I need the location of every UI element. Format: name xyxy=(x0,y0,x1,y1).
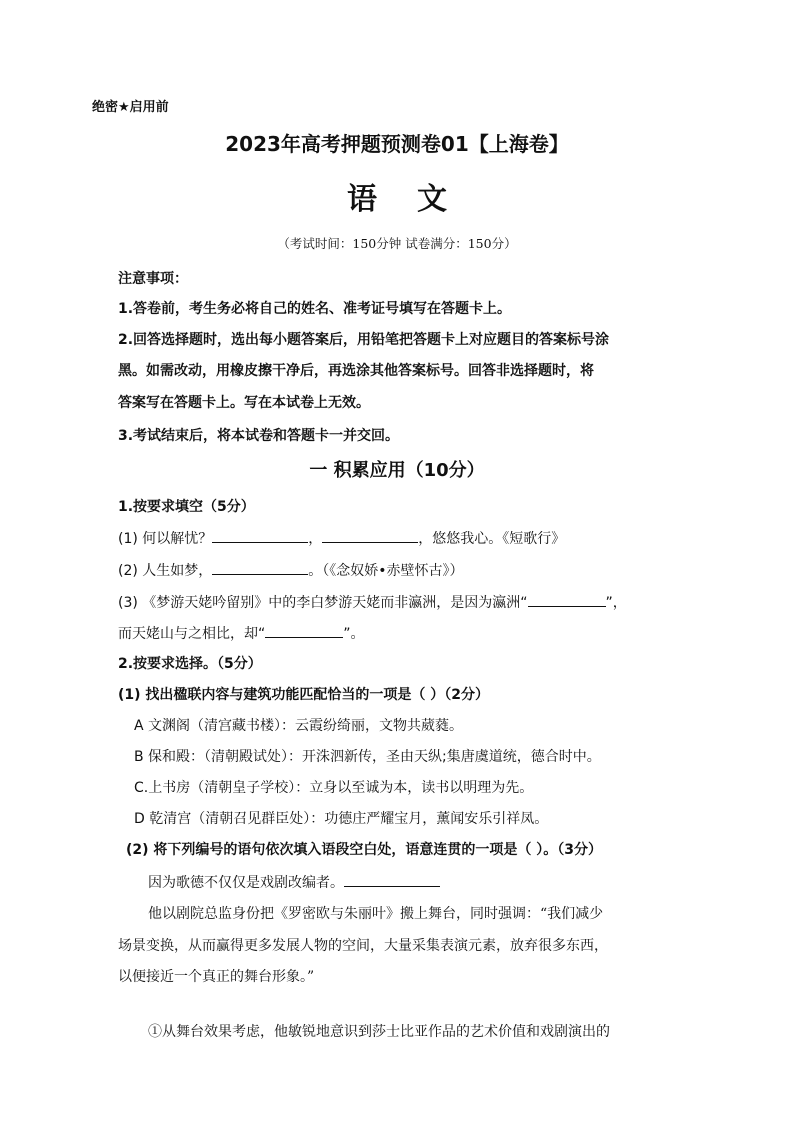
answer-blank xyxy=(212,527,308,543)
q1-sub-2-text-a: (2) 人生如梦， xyxy=(118,563,213,579)
answer-blank xyxy=(322,527,418,543)
answer-blank xyxy=(212,559,308,575)
answer-blank xyxy=(528,591,606,607)
q2-option-c: C.上书房（清朝皇子学校）：立身以至诚为本，读书以明理为先。 xyxy=(134,780,534,796)
notice-item-2-line-1: 2.回答选择题时，选出每小题答案后，用铅笔把答题卡上对应题目的答案标号涂 xyxy=(118,332,610,348)
q1-sub-1-text-c: ，悠悠我心。《短歌行》 xyxy=(418,531,566,547)
exam-title: 2023年高考押题预测卷01【上海卷】 xyxy=(225,132,569,156)
q1-heading: 1.按要求填空（5分） xyxy=(118,499,255,515)
passage-3-line-1: ①从舞台效果考虑，他敏锐地意识到莎士比亚作品的艺术价值和戏剧演出的 xyxy=(148,1024,610,1040)
q1-sub-1-text-b: ， xyxy=(308,531,323,547)
q1-sub-1 xyxy=(118,527,565,548)
q2-option-a: A 文渊阁（清宫藏书楼）：云霞纷绮丽，文物共葳蕤。 xyxy=(134,718,464,734)
notice-heading: 注意事项： xyxy=(118,271,188,287)
passage-2-line-3: 以便接近一个真正的舞台形象。” xyxy=(118,969,315,985)
passage-2-line-2: 场景变换，从而赢得更多发展人物的空间，大量采集表演元素，放弃很多东西， xyxy=(118,938,608,954)
exam-info: （考试时间：150分钟 试卷满分：150分） xyxy=(277,236,517,251)
passage-2-line-1: 他以剧院总监身份把《罗密欧与朱丽叶》搬上舞台，同时强调：“我们减少 xyxy=(148,906,604,922)
q2-sub-1: (1) 找出楹联内容与建筑功能匹配恰当的一项是（ ）（2分） xyxy=(118,687,490,703)
q2-option-b: B 保和殿：（清朝殿试处）：开洙泗新传，圣由天纵;集唐虞道统，德合时中。 xyxy=(134,749,601,765)
q1-sub-3-text-d: ”。 xyxy=(343,626,365,642)
q1-sub-3-text-b: ”， xyxy=(605,595,627,611)
q1-sub-3-line-1 xyxy=(118,591,627,612)
notice-item-2-line-2: 黑。如需改动，用橡皮擦干净后，再选涂其他答案标号。回答非选择题时，将 xyxy=(118,363,594,379)
q1-sub-3-line-2 xyxy=(118,622,365,643)
passage-line xyxy=(148,871,440,892)
q1-sub-3-text-a: (3) 《梦游天姥吟留别》中的李白梦游天姥而非瀛洲，是因为瀛洲“ xyxy=(118,595,528,611)
q2-heading: 2.按要求选择。（5分） xyxy=(118,656,262,672)
notice-item-2-line-3: 答案写在答题卡上。写在本试卷上无效。 xyxy=(118,395,370,411)
answer-blank xyxy=(344,871,440,887)
subject-title: 语文 xyxy=(347,182,487,217)
q1-sub-2-text-b: 。（《念奴娇•赤壁怀古》） xyxy=(308,563,464,579)
section-1-title: 一 积累应用（10分） xyxy=(309,460,485,481)
passage-1-text: 因为歌德不仅仅是戏剧改编者。 xyxy=(148,875,344,891)
confidential-label: 绝密★启用前 xyxy=(92,100,169,115)
q1-sub-2 xyxy=(118,559,464,580)
q1-sub-1-text-a: (1) 何以解忧？ xyxy=(118,531,213,547)
notice-item-1: 1.答卷前，考生务必将自己的姓名、准考证号填写在答题卡上。 xyxy=(118,301,512,317)
answer-blank xyxy=(265,622,343,638)
notice-item-3: 3.考试结束后，将本试卷和答题卡一并交回。 xyxy=(118,428,400,444)
q2-option-d: D 乾清宫（清朝召见群臣处）：功德庄严耀宝月，薰闻安乐引祥凤。 xyxy=(134,811,549,827)
q1-sub-3-text-c: 而天姥山与之相比，却“ xyxy=(118,626,266,642)
q2-sub-2: (2) 将下列编号的语句依次填入语段空白处，语意连贯的一项是（ ）。（3分） xyxy=(126,842,603,858)
